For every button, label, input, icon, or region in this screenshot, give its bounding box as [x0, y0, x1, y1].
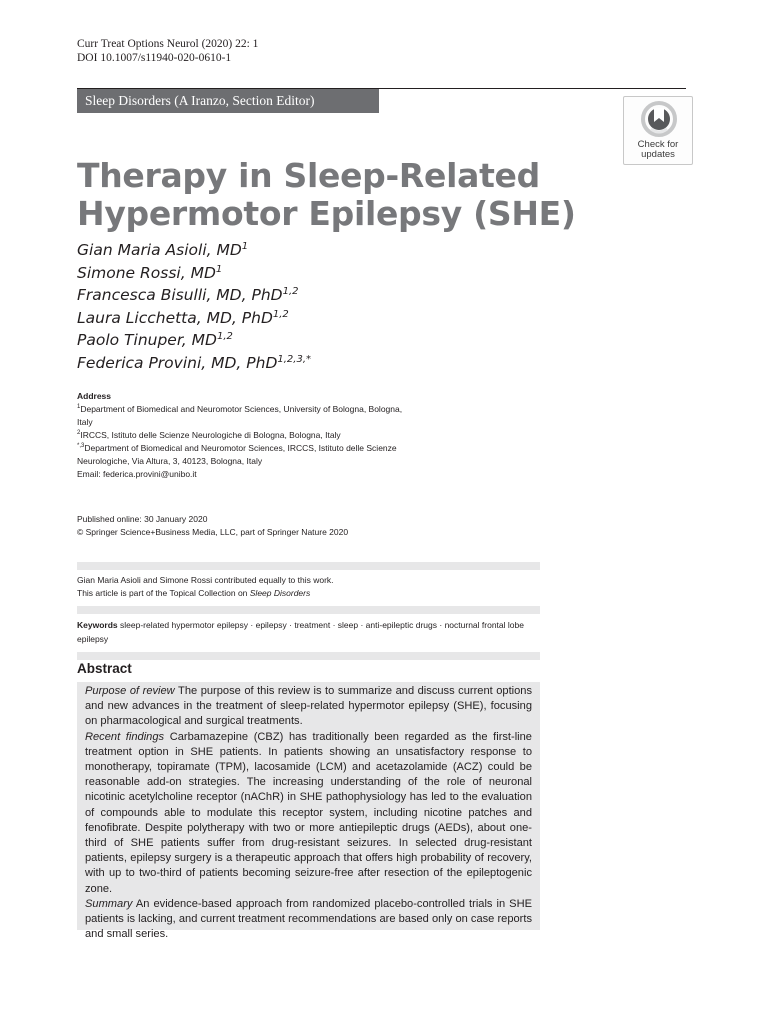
abstract-body — [85, 684, 532, 942]
affiliation-2 — [77, 429, 407, 442]
summary-label: Summary — [85, 897, 133, 910]
author-name: Gian Maria Asioli, MD — [77, 241, 242, 259]
title-line-2: Hypermotor Epilepsy (SHE) — [77, 194, 576, 233]
author — [77, 239, 311, 262]
affiliation-text: Department of Biomedical and Neuromotor Sciences, University of Bologna, Bologna, Italy — [77, 404, 403, 427]
badge-line-2: updates — [641, 149, 675, 160]
divider — [77, 606, 540, 614]
title-line-1: Therapy in Sleep-Related — [77, 156, 540, 195]
address-block — [77, 390, 407, 481]
author-affiliation: 1,2 — [272, 308, 289, 320]
affiliation-text: IRCCS, Istituto delle Scienze Neurologiche di Bologna, Bologna, Italy — [80, 430, 341, 440]
author-name: Laura Licchetta, MD, PhD — [77, 308, 273, 327]
author-affiliation: 1 — [215, 263, 223, 275]
badge-line-1: Check for — [637, 139, 679, 150]
publication-info — [77, 513, 348, 539]
address-heading: Address — [77, 391, 112, 401]
journal-citation: Curr Treat Options Neurol (2020) 22: 1 — [77, 38, 259, 50]
author-affiliation: 1,2,3,* — [277, 353, 312, 365]
author — [77, 284, 311, 307]
affiliation-marker: 2 — [77, 430, 81, 437]
keywords-label: Keywords — [77, 620, 118, 630]
divider — [77, 652, 540, 660]
affiliation-marker: 1 — [77, 404, 81, 411]
article-title — [77, 157, 637, 233]
corresponding-email[interactable]: Email: federica.provini@unibo.it — [77, 469, 197, 479]
keywords-text: sleep-related hypermotor epilepsy · epilepsy · treatment · sleep · anti-epileptic drugs · nocturnal frontal lobe epilepsy — [77, 620, 524, 644]
author-affiliation: 1,2 — [282, 286, 299, 298]
published-date: Published online: 30 January 2020 — [77, 514, 208, 524]
findings-label: Recent findings — [85, 730, 165, 743]
abstract-findings — [85, 730, 532, 897]
topical-collection-note — [77, 587, 334, 600]
equal-contribution-note: Gian Maria Asioli and Simone Rossi contributed equally to this work. — [77, 575, 334, 585]
author-name: Francesca Bisulli, MD, PhD — [77, 286, 283, 305]
abstract-heading: Abstract — [77, 661, 132, 676]
divider — [77, 562, 540, 570]
affiliation-3 — [77, 442, 407, 468]
summary-text: An evidence-based approach from randomized placebo-controlled trials in SHE patients is lacking, and current treatment recommendations are based only on case reports and small series. — [85, 897, 532, 941]
journal-header — [77, 37, 258, 65]
affiliation-1 — [77, 403, 407, 429]
purpose-label: Purpose of review — [85, 685, 175, 697]
crossmark-icon — [641, 101, 677, 139]
author — [77, 307, 311, 330]
copyright: © Springer Science+Business Media, LLC, part of Springer Nature 2020 — [77, 527, 349, 537]
affiliation-marker: *,3 — [77, 443, 85, 450]
affiliation-text: Department of Biomedical and Neuromotor Sciences, IRCCS, Istituto delle Scienze Neurologiche, Via Altura, 3, 40123, Bologna, Italy — [77, 443, 397, 466]
keywords — [77, 618, 540, 646]
purpose-text: The purpose of this review is to summarize and discuss current options and new advances in the treatment of sleep-related hypermotor epilepsy (SHE), focusing on pharmacological and surgical treatments. — [85, 685, 532, 728]
author — [77, 329, 311, 352]
author — [77, 352, 311, 375]
author-name: Federica Provini, MD, PhD — [77, 353, 278, 372]
doi[interactable]: DOI 10.1007/s11940-020-0610-1 — [77, 52, 232, 64]
author-name: Paolo Tinuper, MD — [77, 331, 217, 350]
author-affiliation: 1 — [241, 240, 249, 252]
author-name: Simone Rossi, MD — [77, 263, 216, 282]
author — [77, 262, 311, 285]
author-list — [77, 239, 311, 375]
collection-name: Sleep Disorders — [249, 588, 311, 598]
abstract-purpose — [85, 684, 532, 730]
findings-text: Carbamazepine (CBZ) has traditionally been regarded as the first-line treatment option in SHE patients. In patients showing an unsatisfactory response to monotherapy, topiramate (TPM), lacosamide (LCM) and acetazolamide (ACZ) could be reasonable add-on strategies. The increasing understanding of the role of neuronal nicotinic acetylcholine receptor (nAChR) in SHE pathophysiology has led to the evaluation of compounds able to modulate this receptor system, including nicotine patches and fenofibrate. Despite polytherapy with two or more antiepileptic drugs (AEDs), about one-third of SHE patients suffer from drug-resistant seizures. In selected drug-resistant patients, epilepsy surgery is a therapeutic approach that offers high probability of recovery, with up to two-third of patients becoming seizure-free after resection of the epileptogenic zone. — [85, 730, 532, 895]
section-label: Sleep Disorders (A Iranzo, Section Editor) — [77, 89, 379, 113]
abstract-summary — [85, 897, 532, 943]
article-notes — [77, 574, 334, 600]
collection-prefix: This article is part of the Topical Collection on — [77, 588, 250, 598]
author-affiliation: 1,2 — [216, 331, 233, 343]
check-for-updates-badge[interactable] — [623, 96, 693, 165]
